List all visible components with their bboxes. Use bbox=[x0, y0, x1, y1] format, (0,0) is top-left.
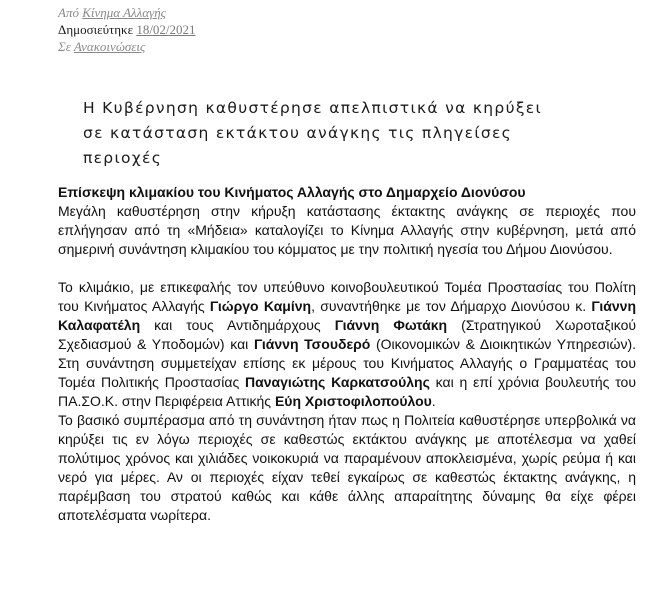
title-line-2: σε κατάσταση εκτάκτου ανάγκης τις πληγείσες bbox=[83, 124, 513, 142]
p2-text-1: Το κλιμάκιο, με επικεφαλής τον υπεύθυνο κοινοβουλευτικού Τομέα Προστασίας του Πολίτη του Κινήματος Αλλαγής bbox=[58, 279, 636, 314]
paragraph-3: Το βασικό συμπέρασμα από τη συνάντηση ήταν πως η Πολιτεία καθυστέρησε υπερβολικά να κηρύξει τις εν λόγω περιοχές σε καθεστώς εκτάκτου ανάγκης με αποτέλεσμα να χαθεί πολύτιμος χρόνος και χιλιάδες νοικοκυριά να παραμένουν αποκλεισμένα, χωρίς ρεύμα ή και νερό για μέρες. Αν οι περιοχές είχαν τεθεί εγκαίρως σε καθεστώς έκτακτης ανάγκης, η παρέμβαση του στρατού καθώς και κάθε άλλης απαραίτητης δύναμης θα είχε φέρει αποτελέσματα νωρίτερα. bbox=[58, 412, 636, 523]
category-prefix: Σε bbox=[58, 39, 74, 54]
name-giannis-fotakis: Γιάννη Φωτάκη bbox=[334, 317, 448, 333]
title-line-3: περιοχές bbox=[83, 149, 163, 167]
name-giannis-tsouderos: Γιάννη Τσουδερό bbox=[253, 336, 371, 352]
p2-text-5: (Οικονομικών & Διοικητικών Υπηρεσιών). Στη συνάντηση συμμετείχαν επίσης εκ μέρους του Κινήματος Αλλαγής ο Γραμματέας του Τομέα Πολιτικής Προστασίας bbox=[58, 336, 636, 390]
category-line bbox=[58, 38, 196, 55]
document-title bbox=[83, 96, 603, 171]
title-line-1: Η Κυβέρνηση καθυστέρησε απελπιστικά να κηρύξει bbox=[83, 99, 543, 117]
section-heading: Επίσκεψη κλιμακίου του Κινήματος Αλλαγής στο Δημαρχείο Διονύσου bbox=[58, 184, 526, 200]
source-prefix: Από bbox=[58, 5, 83, 20]
p2-text-6: και η επί χρόνια βουλευτής του ΠΑ.ΣΟ.Κ. στην Περιφέρεια Αττικής bbox=[58, 374, 636, 409]
post-meta bbox=[58, 4, 196, 55]
name-giannis-kalafatelis: Γιάννη Καλαφατέλη bbox=[58, 298, 636, 333]
name-giorgos-kaminis: Γιώργο Καμίνη bbox=[209, 298, 312, 314]
article-body bbox=[58, 183, 636, 525]
p2-text-2: , συναντήθηκε με τον Δήμαρχο Διονύσου κ. bbox=[311, 298, 592, 314]
paragraph-2 bbox=[58, 278, 636, 411]
p2-text-3: και τους Αντιδημάρχους bbox=[140, 317, 335, 333]
paragraph-1: Μεγάλη καθυστέρηση στην κήρυξη κατάστασης έκτακτης ανάγκης σε περιοχές που επλήγησαν από τη «Μήδεια» καταλογίζει το Κίνημα Αλλαγής στην κυβέρνηση, μετά από σημερινή συνάντηση κλιμακίου του κόμματος με την πολιτική ηγεσία του Δήμου Διονύσου. bbox=[58, 203, 636, 257]
published-date-link[interactable]: 18/02/2021 bbox=[136, 22, 196, 37]
name-evi-christofilopoulou: Εύη Χριστοφιλοπούλου bbox=[274, 393, 432, 409]
source-line bbox=[58, 4, 196, 21]
paragraph-spacer bbox=[58, 259, 636, 278]
name-panagiotis-karkatsoulis: Παναγιώτης Καρκατσούλης bbox=[245, 374, 430, 390]
category-link[interactable]: Ανακοινώσεις bbox=[73, 39, 146, 54]
p2-text-4: (Στρατηγικού Χωροταξικού Σχεδιασμού & Υποδομών) και bbox=[58, 317, 637, 352]
source-link[interactable]: Κίνημα Αλλαγής bbox=[82, 5, 166, 20]
published-label: Δημοσιεύτηκε bbox=[58, 22, 137, 37]
published-line bbox=[58, 21, 196, 38]
p2-text-7: . bbox=[431, 393, 436, 409]
